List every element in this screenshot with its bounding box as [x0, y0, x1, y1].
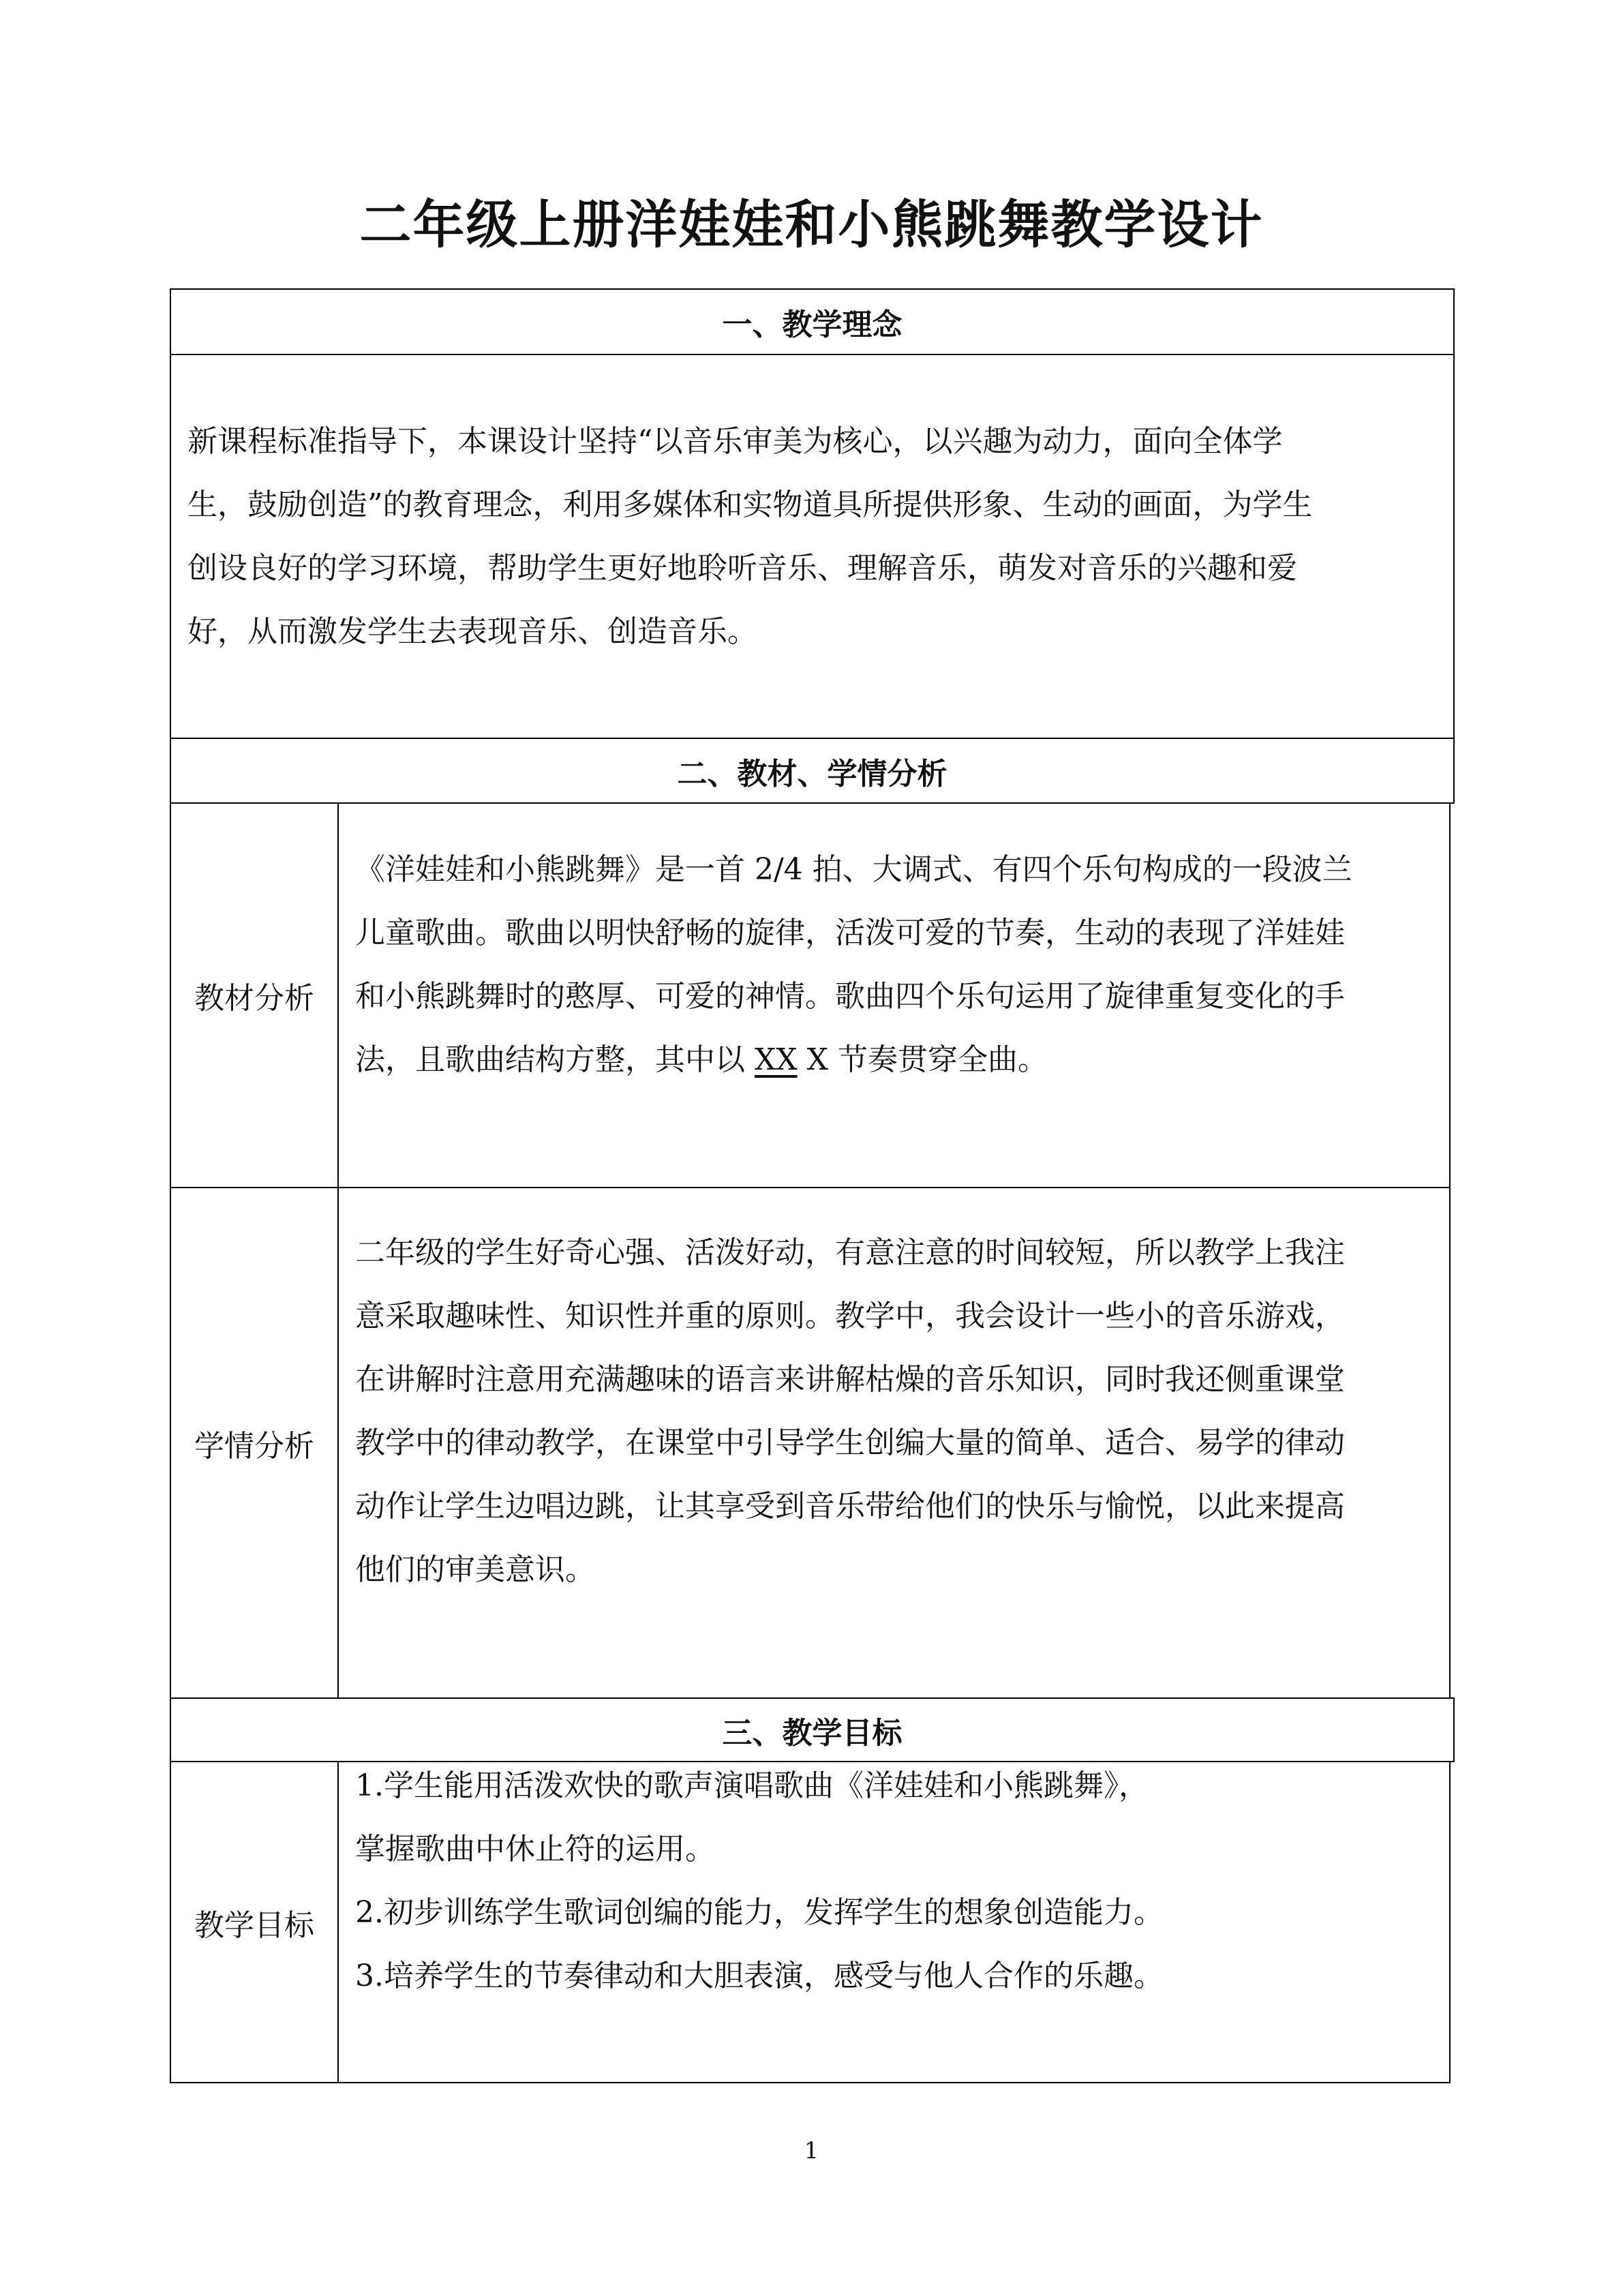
philosophy-line-3: 创设良好的学习环境，帮助学生更好地聆听音乐、理解音乐，萌发对音乐的兴趣和爱 — [187, 551, 1297, 586]
teaching-philosophy-body — [170, 354, 1455, 739]
rhythm-underlined: XX — [755, 1042, 798, 1077]
student-analysis-label: 学情分析 — [194, 1428, 314, 1464]
material-line-1: 《洋娃娃和小熊跳舞》是一首 2/4 拍、大调式、有四个乐句构成的一段波兰 — [355, 852, 1352, 887]
student-line-3: 在讲解时注意用充满趣味的语言来讲解枯燥的音乐知识，同时我还侧重课堂 — [355, 1362, 1345, 1397]
philosophy-line-4: 好，从而激发学生去表现音乐、创造音乐。 — [187, 614, 757, 649]
material-line-4-suffix: X 节奏贯穿全曲。 — [797, 1042, 1048, 1077]
page-number: 1 — [804, 2137, 819, 2164]
student-analysis-content-cell — [337, 1187, 1451, 1699]
student-line-5: 动作让学生边唱边跳，让其享受到音乐带给他们的快乐与愉悦，以此来提高 — [355, 1489, 1345, 1524]
goal-line-3: 2.初步训练学生歌词创编的能力，发挥学生的想象创造能力。 — [355, 1895, 1164, 1930]
goal-line-1: 1.学生能用活泼欢快的歌声演唱歌曲《洋娃娃和小熊跳舞》， — [355, 1768, 1149, 1803]
section-header-label: 三、教学目标 — [722, 1715, 902, 1751]
section-header-teaching-philosophy — [170, 288, 1455, 355]
section-header-analysis — [170, 738, 1455, 804]
student-line-4: 教学中的律动教学，在课堂中引导学生创编大量的简单、适合、易学的律动 — [355, 1425, 1345, 1460]
section-header-label: 二、教材、学情分析 — [677, 756, 947, 791]
material-line-4-prefix: 法，且歌曲结构方整，其中以 — [355, 1042, 755, 1077]
student-line-1: 二年级的学生好奇心强、活泼好动，有意注意的时间较短，所以教学上我注 — [355, 1235, 1345, 1270]
philosophy-line-1: 新课程标准指导下，本课设计坚持“以音乐审美为核心，以兴趣为动力，面向全体学 — [187, 424, 1283, 459]
student-line-2: 意采取趣味性、知识性并重的原则。教学中，我会设计一些小的音乐游戏， — [355, 1299, 1345, 1333]
section-header-label: 一、教学理念 — [722, 307, 902, 342]
philosophy-line-2: 生，鼓励创造”的教育理念，利用多媒体和实物道具所提供形象、生动的画面，为学生 — [187, 487, 1313, 522]
material-analysis-label-cell — [170, 802, 339, 1188]
student-line-6: 他们的审美意识。 — [355, 1552, 595, 1587]
material-line-2: 儿童歌曲。歌曲以明快舒畅的旋律，活泼可爱的节奏，生动的表现了洋娃娃 — [355, 916, 1345, 950]
teaching-goals-content-cell — [337, 1761, 1451, 2083]
material-analysis-label: 教材分析 — [194, 981, 314, 1016]
goal-line-2: 掌握歌曲中休止符的运用。 — [355, 1832, 715, 1867]
teaching-goals-label-cell — [170, 1761, 339, 2083]
material-analysis-content-cell — [337, 802, 1451, 1188]
goal-line-4: 3.培养学生的节奏律动和大胆表演，感受与他人合作的乐趣。 — [355, 1959, 1164, 1993]
section-header-teaching-goals — [170, 1697, 1455, 1762]
page-title: 二年级上册洋娃娃和小熊跳舞教学设计 — [359, 194, 1264, 255]
student-analysis-label-cell — [170, 1187, 339, 1699]
material-line-4 — [355, 1028, 1048, 1091]
material-line-3: 和小熊跳舞时的憨厚、可爱的神情。歌曲四个乐句运用了旋律重复变化的手 — [355, 979, 1345, 1014]
teaching-goals-label: 教学目标 — [194, 1907, 314, 1943]
